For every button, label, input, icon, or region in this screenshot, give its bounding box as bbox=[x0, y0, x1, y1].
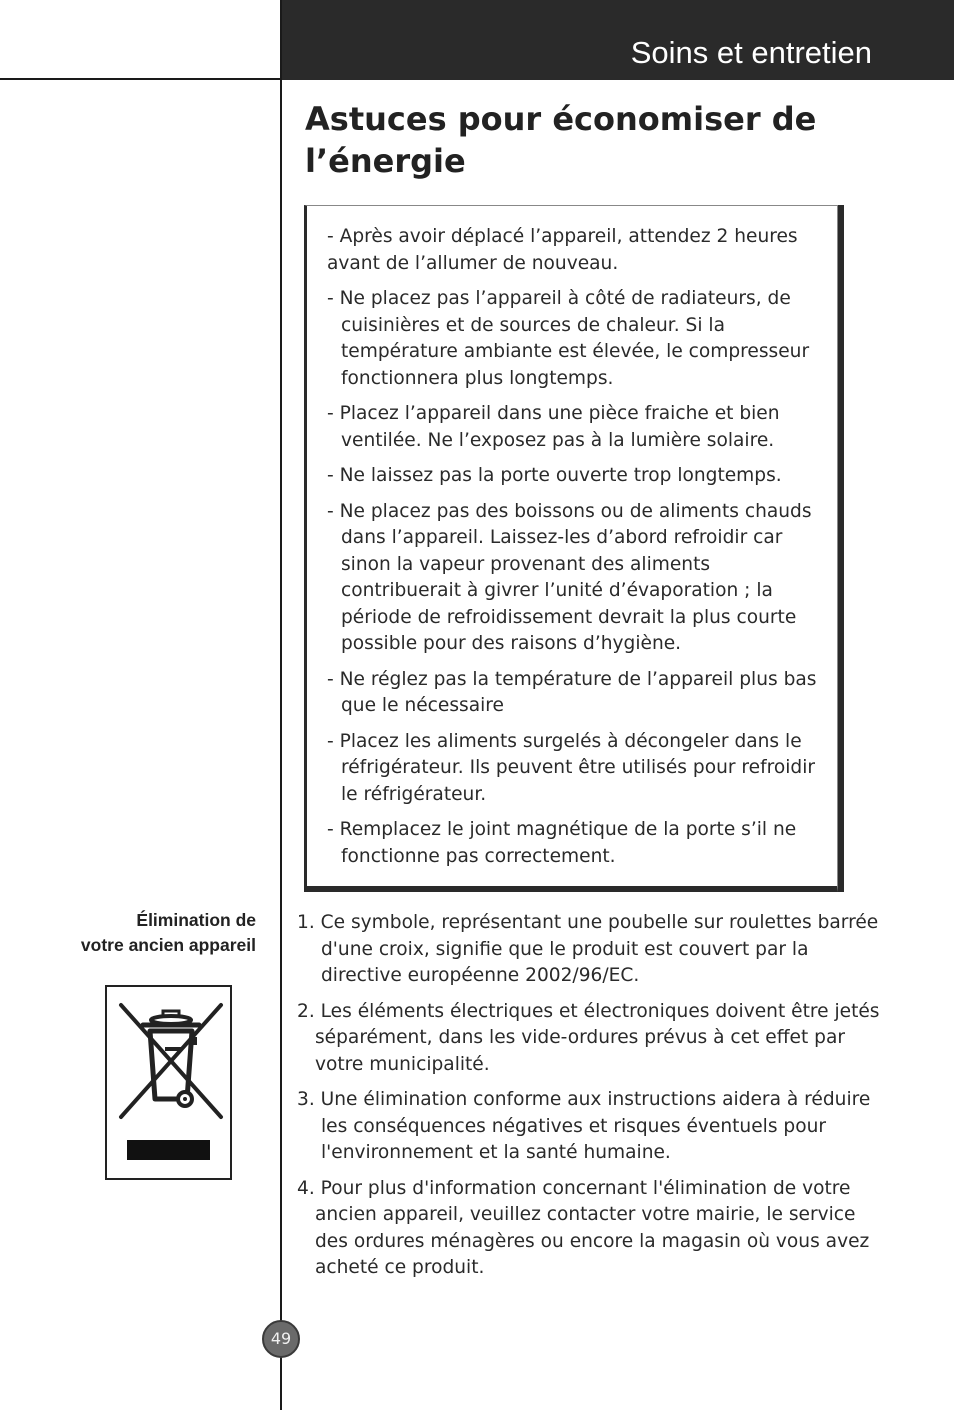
disposal-item: 4. Pour plus d'information concernant l'élimination de votre ancien appareil, veuillez contacter votre mairie, le service des ordures ménagères ou encore la magasin où vous avez acheté ce produit. bbox=[297, 1177, 870, 1278]
disposal-item: 3. Une élimination conforme aux instructions aidera à réduire les conséquences négatives et risques éventuels pour l'environnement et la santé humaine. bbox=[297, 1089, 871, 1163]
disposal-list bbox=[297, 910, 887, 1291]
tip-item: - Ne laissez pas la porte ouverte trop longtemps. bbox=[327, 465, 782, 486]
header-rule bbox=[0, 78, 282, 80]
crossed-out-wheelie-bin-icon bbox=[107, 987, 230, 1178]
tip-item: - Ne placez pas des boissons ou de aliments chauds dans l’appareil. Laissez-les d’abord refroidir car sinon la vapeur provenant des aliments contribuerait à givrer l’unité d’évaporation ; la période de refroidissement devrait la plus courte possible pour des raisons d’hygiène. bbox=[327, 500, 812, 654]
header-title: Soins et entretien bbox=[630, 35, 872, 70]
energy-tips-list bbox=[327, 224, 827, 879]
page-number: 49 bbox=[270, 1329, 292, 1348]
energy-tips-box bbox=[304, 205, 838, 892]
tip-item: - Placez les aliments surgelés à décongeler dans le réfrigérateur. Ils peuvent être utilisés pour refroidir le réfrigérateur. bbox=[327, 730, 816, 805]
header-bar bbox=[282, 0, 954, 80]
disposal-heading-line1: Élimination de bbox=[136, 910, 256, 930]
disposal-heading-line2: votre ancien appareil bbox=[80, 935, 256, 955]
tip-item: - Ne réglez pas la température de l’appareil plus bas que le nécessaire bbox=[327, 668, 817, 716]
section-title: Astuces pour économiser de l’énergie bbox=[305, 100, 817, 180]
weee-symbol-frame bbox=[105, 985, 232, 1180]
page-number-badge bbox=[262, 1320, 300, 1358]
disposal-item: 1. Ce symbole, représentant une poubelle sur roulettes barrée d'une croix, signifie que le produit est couvert par la directive européenne 2002/96/EC. bbox=[297, 912, 879, 986]
disposal-heading bbox=[30, 908, 256, 958]
disposal-item: 2. Les éléments électriques et électroniques doivent être jetés séparément, dans les vide-ordures prévus à cet effet par votre municipalité. bbox=[297, 1000, 880, 1075]
tip-item: - Placez l’appareil dans une pièce fraiche et bien ventilée. Ne l’exposez pas à la lumière solaire. bbox=[327, 403, 780, 451]
tip-item: - Remplacez le joint magnétique de la porte s’il ne fonctionne pas correctement. bbox=[327, 819, 797, 867]
vertical-rule bbox=[280, 0, 282, 1410]
tip-item: - Après avoir déplacé l’appareil, attendez 2 heures avant de l’allumer de nouveau. bbox=[327, 226, 798, 274]
tip-item: - Ne placez pas l’appareil à côté de radiateurs, de cuisinières et de sources de chaleur. Si la température ambiante est élevée, le compresseur fonctionnera plus longtemps. bbox=[327, 288, 810, 389]
